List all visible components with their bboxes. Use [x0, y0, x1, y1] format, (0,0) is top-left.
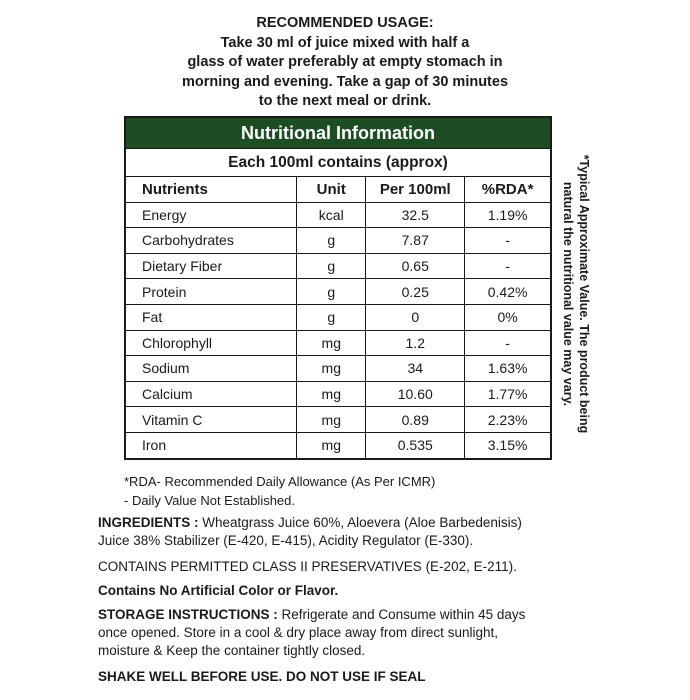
cell-unit: mg	[297, 407, 366, 433]
cell-rda: 3.15%	[465, 432, 550, 458]
cell-nutrient: Calcium	[126, 381, 297, 407]
usage-line: glass of water preferably at empty stomach in	[187, 54, 503, 70]
cell-unit: g	[297, 279, 366, 305]
shake-warning: SHAKE WELL BEFORE USE. DO NOT USE IF SEAL	[98, 669, 426, 684]
header-rda: %RDA*	[465, 177, 550, 203]
table-header-row	[126, 177, 550, 203]
cell-value: 10.60	[366, 381, 465, 407]
cell-rda: 1.19%	[465, 202, 550, 228]
cell-value: 0.535	[366, 432, 465, 458]
nutrition-panel	[124, 116, 552, 460]
table-row	[126, 330, 550, 356]
storage-text: moisture & Keep the container tightly closed.	[98, 643, 366, 658]
cell-unit: mg	[297, 356, 366, 382]
header-per-100ml: Per 100ml	[366, 177, 465, 203]
table-row	[126, 279, 550, 305]
header-unit: Unit	[297, 177, 366, 203]
storage-text: once opened. Store in a cool & dry place away from direct sunlight,	[98, 625, 498, 640]
cell-value: 34	[366, 356, 465, 382]
cell-unit: mg	[297, 330, 366, 356]
cell-nutrient: Carbohydrates	[126, 228, 297, 254]
cell-rda: -	[465, 253, 550, 279]
ingredients-text: Juice 38% Stabilizer (E-420, E-415), Acidity Regulator (E-330).	[98, 533, 474, 548]
ingredients	[98, 514, 598, 550]
usage-line: Take 30 ml of juice mixed with half a	[220, 34, 470, 51]
dash-footnote: - Daily Value Not Established.	[124, 493, 296, 508]
cell-unit: g	[297, 253, 366, 279]
cell-nutrient: Dietary Fiber	[126, 253, 297, 279]
cell-unit: mg	[297, 432, 366, 458]
cell-nutrient: Chlorophyll	[126, 330, 297, 356]
no-artificial-note: Contains No Artificial Color or Flavor.	[98, 583, 339, 598]
cell-unit: g	[297, 228, 366, 254]
cell-nutrient: Sodium	[126, 356, 297, 382]
cell-rda: -	[465, 330, 550, 356]
cell-unit: g	[297, 304, 366, 330]
storage-instructions	[98, 606, 598, 660]
footnotes	[124, 472, 435, 510]
table-row	[126, 407, 550, 433]
rda-footnote: *RDA- Recommended Daily Allowance (As Per ICMR)	[124, 474, 436, 489]
cell-nutrient: Fat	[126, 304, 297, 330]
table-row	[126, 253, 550, 279]
cell-unit: mg	[297, 381, 366, 407]
cell-rda: 0.42%	[465, 279, 550, 305]
cell-unit: kcal	[297, 202, 366, 228]
ingredients-label: INGREDIENTS :	[98, 515, 199, 530]
cell-rda: 1.63%	[465, 356, 550, 382]
cell-rda: 1.77%	[465, 381, 550, 407]
cell-rda: 0%	[465, 304, 550, 330]
table-row	[126, 228, 550, 254]
cell-rda: 2.23%	[465, 407, 550, 433]
cell-value: 0.65	[366, 253, 465, 279]
nutrition-table	[126, 176, 550, 458]
nutrition-title: Nutritional Information	[126, 118, 550, 148]
table-row	[126, 304, 550, 330]
recommended-usage	[150, 14, 540, 112]
cell-value: 0	[366, 304, 465, 330]
cell-value: 1.2	[366, 330, 465, 356]
table-row	[126, 381, 550, 407]
side-note-line: *Typical Approximate Value. The product being	[577, 154, 591, 434]
nutrition-subtitle: Each 100ml contains (approx)	[126, 148, 550, 176]
cell-nutrient: Protein	[126, 279, 297, 305]
cell-rda: -	[465, 228, 550, 254]
cell-value: 32.5	[366, 202, 465, 228]
cell-value: 7.87	[366, 228, 465, 254]
usage-line: to the next meal or drink.	[258, 93, 432, 109]
cell-value: 0.89	[366, 407, 465, 433]
table-row	[126, 202, 550, 228]
storage-text: Refrigerate and Consume within 45 days	[277, 607, 526, 622]
usage-title: RECOMMENDED USAGE:	[256, 15, 434, 31]
cell-nutrient: Vitamin C	[126, 407, 297, 433]
preservatives: CONTAINS PERMITTED CLASS II PRESERVATIVES (E-202, E-211).	[98, 559, 517, 574]
table-row	[126, 356, 550, 382]
cell-nutrient: Iron	[126, 432, 297, 458]
cell-nutrient: Energy	[126, 202, 297, 228]
table-row	[126, 432, 550, 458]
usage-line: morning and evening. Take a gap of 30 minutes	[181, 73, 509, 90]
ingredients-text: Wheatgrass Juice 60%, Aloevera (Aloe Barbedenisis)	[198, 515, 522, 530]
typical-value-note	[553, 118, 599, 470]
side-note-line: natural the nutritional value may vary.	[561, 181, 575, 407]
storage-label: STORAGE INSTRUCTIONS :	[98, 607, 278, 622]
header-nutrients: Nutrients	[126, 177, 297, 203]
cell-value: 0.25	[366, 279, 465, 305]
